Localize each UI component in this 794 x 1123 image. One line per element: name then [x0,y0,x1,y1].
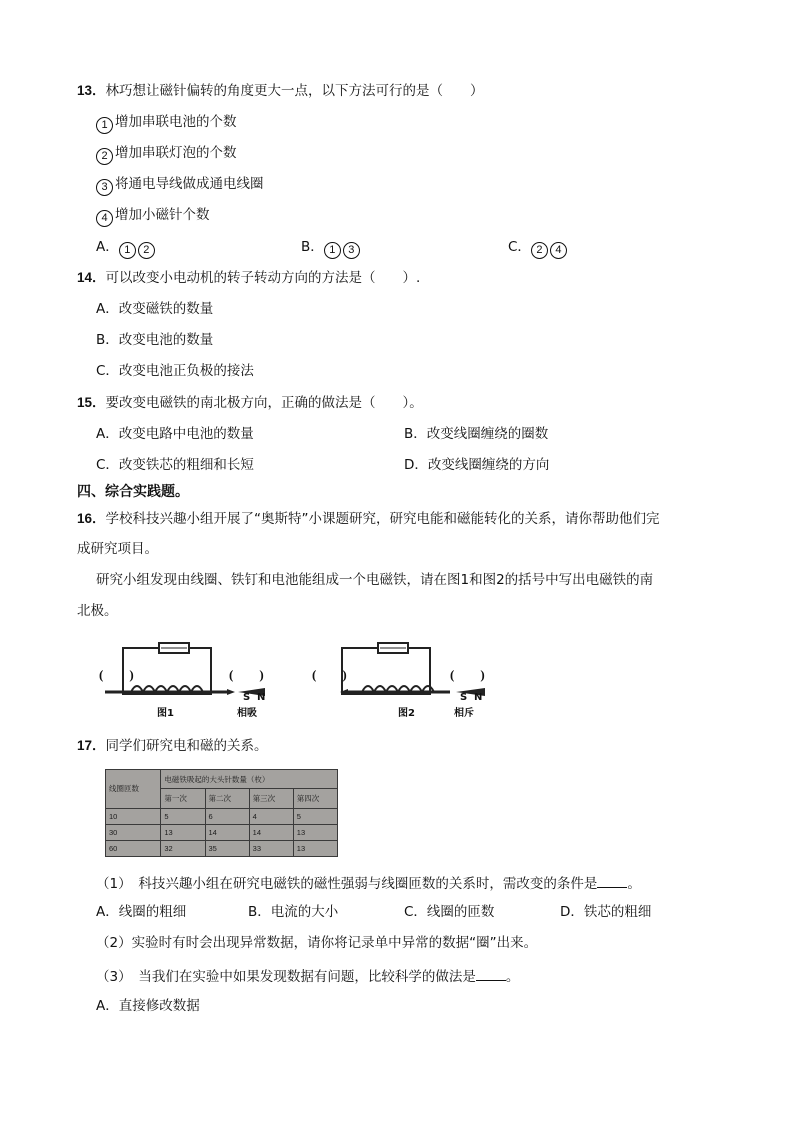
table-cell[interactable]: 14 [249,824,293,840]
choice-label: C． [508,239,531,255]
q15-number: 15． [77,395,106,410]
q17-sub2: （2）实验时有时会出现异常数据，请你将记录单中异常的数据“圈”出来。 [96,935,538,951]
table-cell[interactable]: 4 [249,808,293,824]
q14-choice-a: A．改变磁铁的数量 [96,301,214,317]
q13-stem-text: 林巧想让磁针偏转的角度更大一点，以下方法可行的是（ ） [105,83,484,99]
q15-choice-a: A．改变电路中电池的数量 [96,426,254,442]
table-cell[interactable]: 32 [161,840,205,856]
fig1-caption: 图1 [157,708,174,719]
table-cell[interactable]: 13 [161,824,205,840]
q13-option-1 [96,113,237,134]
choice-label: B． [301,239,324,255]
q17-sub1-end: 。 [627,876,641,892]
q16-prompt-line1: 研究小组发现由线圈、铁钉和电池能组成一个电磁铁，请在图1和图2的括号中写出电磁铁的南 [96,572,654,588]
circled-number: 3 [96,179,113,196]
q13-option-2-text: 增加串联灯泡的个数 [115,145,237,161]
table-cell[interactable]: 5 [161,808,205,824]
q17-sub3-end: 。 [505,969,520,985]
fig1-right-blank: ( ) [229,667,264,682]
q13-stem [77,82,484,100]
table-row [106,808,338,824]
table-cell[interactable]: 13 [293,824,337,840]
q17-sub1-choice-b: B．电流的大小 [248,904,339,920]
table-header-group: 电磁铁吸起的大头针数量（枚） [161,770,338,789]
table-cell[interactable]: 14 [205,824,249,840]
figure-2 [310,640,500,720]
q17-number: 17． [77,738,106,753]
q17-sub3-text: （3） 当我们在实验中如果发现数据有问题，比较科学的做法是 [96,969,476,985]
q17-sub1 [96,873,641,893]
circled-number: 1 [324,242,341,259]
table-cell[interactable]: 35 [205,840,249,856]
q13-option-3 [96,175,264,196]
circled-number: 3 [343,242,360,259]
fig2-s-label: S [460,692,468,703]
q15-choice-d: D．改变线圈缠绕的方向 [404,457,550,473]
circled-number: 1 [96,117,113,134]
q13-number: 13． [77,83,106,98]
q16-stem-text: 学校科技兴趣小组开展了“奥斯特”小课题研究，研究电能和磁能转化的关系，请你帮助他们完 [105,511,660,527]
q14-choice-c: C．改变电池正负极的接法 [96,363,254,379]
table-cell[interactable]: 5 [293,808,337,824]
fig1-note: 相吸 [237,708,257,719]
table-cell: 10 [106,808,161,824]
q16-stem-line2: 成研究项目。 [77,541,158,557]
q15-choice-c: C．改变铁芯的粗细和长短 [96,457,254,473]
data-table-photo [105,769,338,857]
table-subheader: 第三次 [249,789,293,808]
q16-stem-line1 [77,510,660,528]
q14-choice-b: B．改变电池的数量 [96,332,214,348]
table-cell[interactable]: 33 [249,840,293,856]
q17-stem-text: 同学们研究电和磁的关系。 [105,738,268,754]
circled-number: 4 [550,242,567,259]
answer-blank[interactable] [597,873,627,888]
section-heading: 四、综合实践题。 [77,484,189,500]
q17-sub3-choice-a: A．直接修改数据 [96,998,200,1014]
q15-stem [77,394,423,412]
q17-sub1-choice-d: D．铁芯的粗细 [560,904,652,920]
q17-stem [77,737,268,755]
table-cell: 60 [106,840,161,856]
q17-sub1-choice-a: A．线圈的粗细 [96,904,187,920]
fig1-s-label: S [243,692,251,703]
circled-number: 1 [119,242,136,259]
table-header-turns: 线圈匝数 [106,770,161,809]
fig2-left-blank: ( ) [312,667,347,682]
table-cell: 30 [106,824,161,840]
fig1-n-label: N [257,692,266,703]
answer-blank[interactable] [476,966,506,981]
q13-option-4 [96,206,210,227]
data-table [105,769,338,857]
table-subheader: 第四次 [293,789,337,808]
q13-option-1-text: 增加串联电池的个数 [115,114,237,130]
fig1-left-blank: ( ) [99,667,134,682]
q15-stem-text: 要改变电磁铁的南北极方向，正确的做法是（ ）。 [105,395,423,411]
fig2-note: 相斥 [454,708,474,719]
figure-1 [95,640,285,720]
q14-number: 14． [77,270,106,285]
fig2-n-label: N [474,692,483,703]
q17-sub1-choice-c: C．线圈的匝数 [404,904,495,920]
q15-choice-b: B．改变线圈缠绕的圈数 [404,426,549,442]
q16-number: 16． [77,511,106,526]
fig2-right-blank: ( ) [450,667,485,682]
table-row [106,840,338,856]
q13-option-2 [96,144,237,165]
table-subheader: 第一次 [161,789,205,808]
circled-number: 2 [96,148,113,165]
q14-stem [77,269,420,287]
q13-choice-c [508,238,569,259]
table-cell[interactable]: 6 [205,808,249,824]
circled-number: 4 [96,210,113,227]
q13-choice-b [301,238,362,259]
table-subheader: 第二次 [205,789,249,808]
q16-prompt-line2: 北极。 [77,603,118,619]
choice-label: A． [96,239,119,255]
circled-number: 2 [138,242,155,259]
table-row [106,824,338,840]
q13-choice-a [96,238,157,259]
table-cell[interactable]: 13 [293,840,337,856]
circled-number: 2 [531,242,548,259]
fig2-caption: 图2 [398,708,415,719]
q17-sub1-text: （1） 科技兴趣小组在研究电磁铁的磁性强弱与线圈匝数的关系时，需改变的条件是 [96,876,598,892]
q14-stem-text: 可以改变小电动机的转子转动方向的方法是（ ）. [105,270,421,286]
q13-option-3-text: 将通电导线做成通电线圈 [115,176,264,192]
q17-sub3 [96,966,519,986]
q13-option-4-text: 增加小磁针个数 [115,207,210,223]
